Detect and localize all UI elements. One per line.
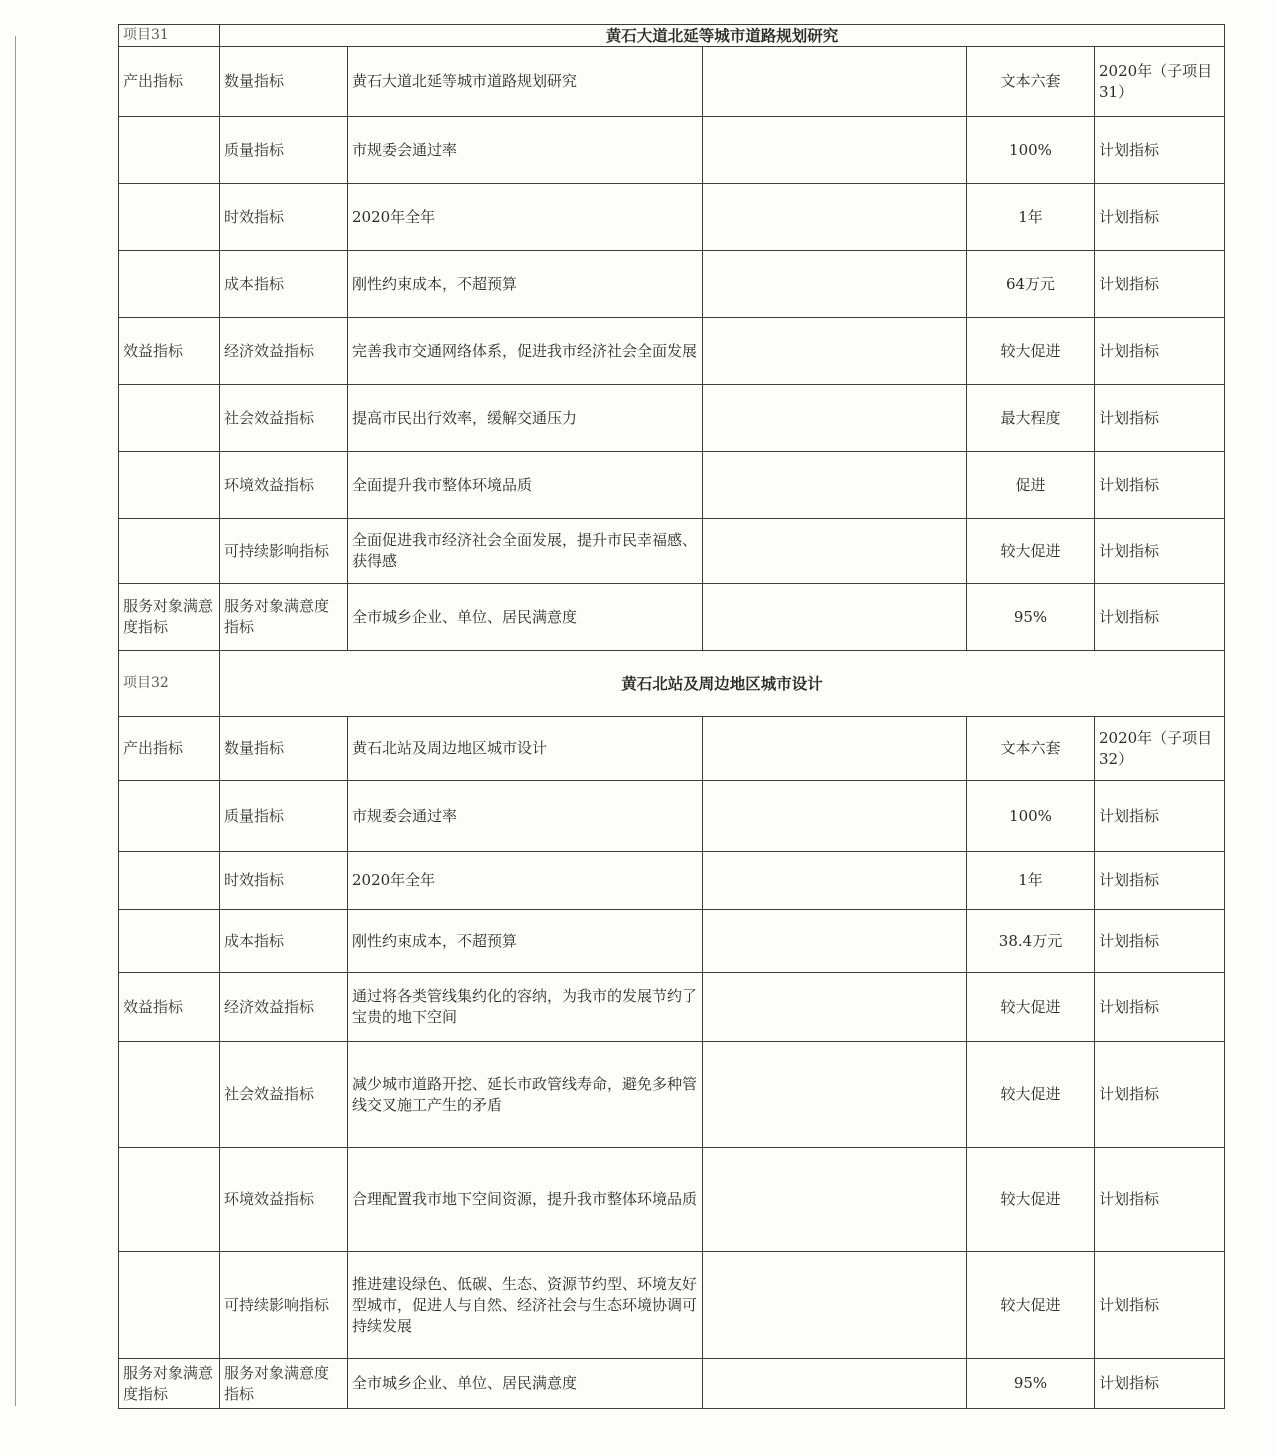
indicator-content: 推进建设绿色、低碳、生态、资源节约型、环境友好型城市，促进人与自然、经济社会与生态环境协调可持续发展 [348,1252,703,1359]
indicator-category [119,184,220,251]
indicator-subcategory: 成本指标 [220,910,348,973]
indicator-value: 促进 [967,452,1095,519]
indicator-row [119,910,1225,973]
blank-cell [703,1042,967,1148]
indicator-note: 计划指标 [1095,117,1225,184]
indicator-value: 38.4万元 [967,910,1095,973]
indicator-category: 服务对象满意度指标 [119,584,220,651]
performance-indicator-table [118,24,1225,1409]
blank-cell [703,452,967,519]
indicator-value: 较大促进 [967,1252,1095,1359]
blank-cell [703,519,967,584]
indicator-value: 较大促进 [967,1148,1095,1252]
indicator-row [119,584,1225,651]
indicator-content: 黄石北站及周边地区城市设计 [348,717,703,781]
indicator-value: 100% [967,117,1095,184]
indicator-subcategory: 时效指标 [220,184,348,251]
project-header-row [119,651,1225,717]
indicator-row [119,251,1225,318]
indicator-content: 刚性约束成本，不超预算 [348,251,703,318]
indicator-value: 100% [967,781,1095,852]
indicator-content: 市规委会通过率 [348,117,703,184]
indicator-content: 合理配置我市地下空间资源，提升我市整体环境品质 [348,1148,703,1252]
project-title: 黄石北站及周边地区城市设计 [220,651,1225,717]
indicator-subcategory: 社会效益指标 [220,1042,348,1148]
indicator-category [119,852,220,910]
blank-cell [703,973,967,1042]
indicator-content: 2020年全年 [348,852,703,910]
indicator-category: 产出指标 [119,717,220,781]
indicator-note: 计划指标 [1095,251,1225,318]
project-header-row [119,25,1225,47]
indicator-value: 较大促进 [967,318,1095,385]
indicator-note: 2020年（子项目32） [1095,717,1225,781]
indicator-content: 全市城乡企业、单位、居民满意度 [348,584,703,651]
project-label: 项目31 [119,25,220,47]
indicator-note: 计划指标 [1095,385,1225,452]
indicator-subcategory: 质量指标 [220,781,348,852]
indicator-category [119,117,220,184]
indicator-subcategory: 数量指标 [220,47,348,117]
indicator-category [119,385,220,452]
indicator-note: 计划指标 [1095,1359,1225,1409]
indicator-category: 效益指标 [119,318,220,385]
indicator-subcategory: 数量指标 [220,717,348,781]
indicator-content: 全面促进我市经济社会全面发展，提升市民幸福感、获得感 [348,519,703,584]
indicator-category [119,1042,220,1148]
indicator-content: 提高市民出行效率，缓解交通压力 [348,385,703,452]
blank-cell [703,584,967,651]
indicator-content: 全市城乡企业、单位、居民满意度 [348,1359,703,1409]
indicator-category: 产出指标 [119,47,220,117]
indicator-subcategory: 服务对象满意度指标 [220,1359,348,1409]
indicator-row [119,1042,1225,1148]
indicator-row [119,1148,1225,1252]
indicator-content: 通过将各类管线集约化的容纳，为我市的发展节约了宝贵的地下空间 [348,973,703,1042]
project-title: 黄石大道北延等城市道路规划研究 [220,25,1225,47]
indicator-note: 计划指标 [1095,318,1225,385]
indicator-row [119,519,1225,584]
indicator-row [119,452,1225,519]
indicator-value: 文本六套 [967,717,1095,781]
indicator-row [119,184,1225,251]
indicator-subcategory: 环境效益指标 [220,452,348,519]
blank-cell [703,117,967,184]
indicator-note: 计划指标 [1095,910,1225,973]
indicator-note: 计划指标 [1095,781,1225,852]
indicator-content: 全面提升我市整体环境品质 [348,452,703,519]
indicator-row [119,973,1225,1042]
blank-cell [703,852,967,910]
indicator-row [119,781,1225,852]
indicator-content: 完善我市交通网络体系，促进我市经济社会全面发展 [348,318,703,385]
indicator-category [119,910,220,973]
indicator-content: 2020年全年 [348,184,703,251]
blank-cell [703,717,967,781]
indicator-subcategory: 社会效益指标 [220,385,348,452]
indicator-note: 计划指标 [1095,852,1225,910]
indicator-category [119,781,220,852]
indicator-row [119,385,1225,452]
indicator-row [119,47,1225,117]
indicator-value: 最大程度 [967,385,1095,452]
blank-cell [703,251,967,318]
indicator-note: 计划指标 [1095,1042,1225,1148]
indicator-value: 较大促进 [967,973,1095,1042]
indicator-note: 计划指标 [1095,973,1225,1042]
indicator-note: 计划指标 [1095,184,1225,251]
indicator-value: 1年 [967,184,1095,251]
blank-cell [703,385,967,452]
blank-cell [703,47,967,117]
indicator-subcategory: 可持续影响指标 [220,1252,348,1359]
indicator-value: 文本六套 [967,47,1095,117]
blank-cell [703,318,967,385]
blank-cell [703,1252,967,1359]
page-margin-line [15,36,16,1406]
indicator-content: 刚性约束成本，不超预算 [348,910,703,973]
indicator-row [119,318,1225,385]
blank-cell [703,1359,967,1409]
indicator-subcategory: 环境效益指标 [220,1148,348,1252]
indicator-content: 减少城市道路开挖、延长市政管线寿命，避免多种管线交叉施工产生的矛盾 [348,1042,703,1148]
indicator-category [119,251,220,318]
indicator-row [119,1359,1225,1409]
indicator-category [119,1252,220,1359]
blank-cell [703,184,967,251]
indicator-row [119,1252,1225,1359]
indicator-note: 计划指标 [1095,1148,1225,1252]
blank-cell [703,910,967,973]
indicator-note: 计划指标 [1095,1252,1225,1359]
indicator-note: 计划指标 [1095,584,1225,651]
indicator-subcategory: 服务对象满意度指标 [220,584,348,651]
indicator-row [119,117,1225,184]
indicator-note: 计划指标 [1095,452,1225,519]
indicator-category [119,1148,220,1252]
indicator-content: 黄石大道北延等城市道路规划研究 [348,47,703,117]
indicator-category: 效益指标 [119,973,220,1042]
indicator-value: 95% [967,1359,1095,1409]
indicator-subcategory: 质量指标 [220,117,348,184]
indicator-category [119,519,220,584]
indicator-note: 2020年（子项目31） [1095,47,1225,117]
blank-cell [703,781,967,852]
indicator-category [119,452,220,519]
indicator-subcategory: 成本指标 [220,251,348,318]
indicator-value: 64万元 [967,251,1095,318]
indicator-subcategory: 经济效益指标 [220,318,348,385]
blank-cell [703,1148,967,1252]
indicator-content: 市规委会通过率 [348,781,703,852]
project-label: 项目32 [119,651,220,717]
indicator-note: 计划指标 [1095,519,1225,584]
indicator-value: 较大促进 [967,519,1095,584]
indicator-subcategory: 经济效益指标 [220,973,348,1042]
indicator-value: 较大促进 [967,1042,1095,1148]
indicator-value: 95% [967,584,1095,651]
indicator-category: 服务对象满意度指标 [119,1359,220,1409]
indicator-value: 1年 [967,852,1095,910]
indicator-subcategory: 可持续影响指标 [220,519,348,584]
indicator-row [119,717,1225,781]
indicator-row [119,852,1225,910]
indicator-subcategory: 时效指标 [220,852,348,910]
